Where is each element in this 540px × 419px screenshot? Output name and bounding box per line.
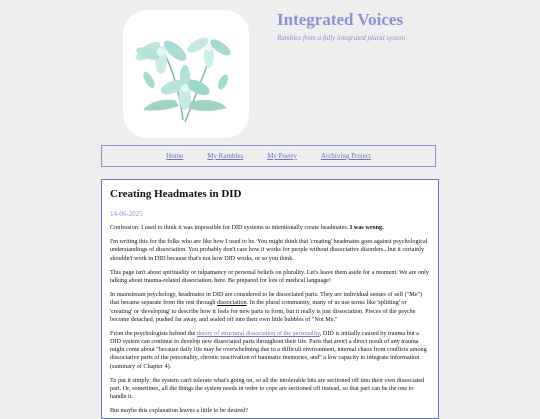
lily-flowers-logo-icon xyxy=(123,10,249,138)
post-p4-text-b: . In the plural community, many of us use terms like 'splitting' or 'creating' or 'developing' to describe how it feels for new parts to form, but it really is just dissociation. Pieces of the psyche become detached, pushed far away, and sealed off into their own little bubbles of "Not Me." xyxy=(110,299,416,323)
post-paragraph-3: This page isn't about spirituality or tulpamancy or personal beliefs on plurality. Let's leave them aside for a moment. We are only talking about trauma-related dissociation, here. Be prepared for lots of medical language! xyxy=(110,268,429,284)
post-p4-text-a: In mainstream psychology, headmates in DID are considered to be dissociated parts. They are individual senses of self ("Me") that became separate from the rest through xyxy=(110,291,423,307)
post-p1-bold: I was wrong. xyxy=(349,224,384,231)
nav-my-rambles-link[interactable]: My Rambles xyxy=(207,152,244,160)
post-paragraph-5 xyxy=(110,330,430,371)
nav-my-poetry-link[interactable]: My Poetry xyxy=(267,152,297,160)
site-title: Integrated Voices xyxy=(277,10,404,29)
nav-home-link[interactable]: Home xyxy=(166,152,184,160)
main-nav xyxy=(101,145,436,167)
post-article xyxy=(101,179,439,419)
structural-dissociation-link[interactable]: theory of structural dissociation of the personality xyxy=(196,329,320,337)
post-date: 14-06-2025 xyxy=(110,210,143,218)
site-logo xyxy=(123,10,249,138)
post-paragraph-7: But maybe this explanation leaves a little to be desired? xyxy=(110,407,248,415)
post-p5-text-b: , DID is initially caused by trauma but a DID system can continue to develop new dissociated parts throughout their life. Parts that aren't a direct result of any trauma might come about "because daily life may be overwhelming due to a difficult environment, internal chaos from conflicts among dissociative parts of the personality, chronic reactivation of traumatic memories, and" a low capacity to integrate information (summary of Chapter 4). xyxy=(110,329,427,370)
post-paragraph-6: To put it simply: the system can't tolerate what's going on, so all the intolerable bits are sectioned off into their own dissociated part. Or, sometimes, all the things the system needs in order to cope are sectioned off instead, so that part can be the one to handle it. xyxy=(110,376,425,401)
dissociation-term: dissociation xyxy=(217,299,247,307)
post-p5-text-a: From the psychologists behind the xyxy=(110,329,197,337)
nav-archiving-project-link[interactable]: Archiving Project xyxy=(320,152,371,160)
site-subtitle: Rambles from a fully integrated plural system xyxy=(277,34,406,42)
post-paragraph-4 xyxy=(110,291,430,324)
post-p1-text: Confession: I used to think it was impossible for DID systems to intentionally create headmates. xyxy=(110,224,350,231)
post-paragraph-1 xyxy=(110,224,430,232)
post-title: Creating Headmates in DID xyxy=(110,188,242,200)
post-paragraph-2: I'm writing this for the folks who are like how I used to be. You might think that 'creating' headmates goes against psychological understandings of dissociation. You probably don't care how it works for people without dissociative disorders...but it certainly shouldn't work in DID because that's not how DID works, or so you think. xyxy=(110,238,428,262)
